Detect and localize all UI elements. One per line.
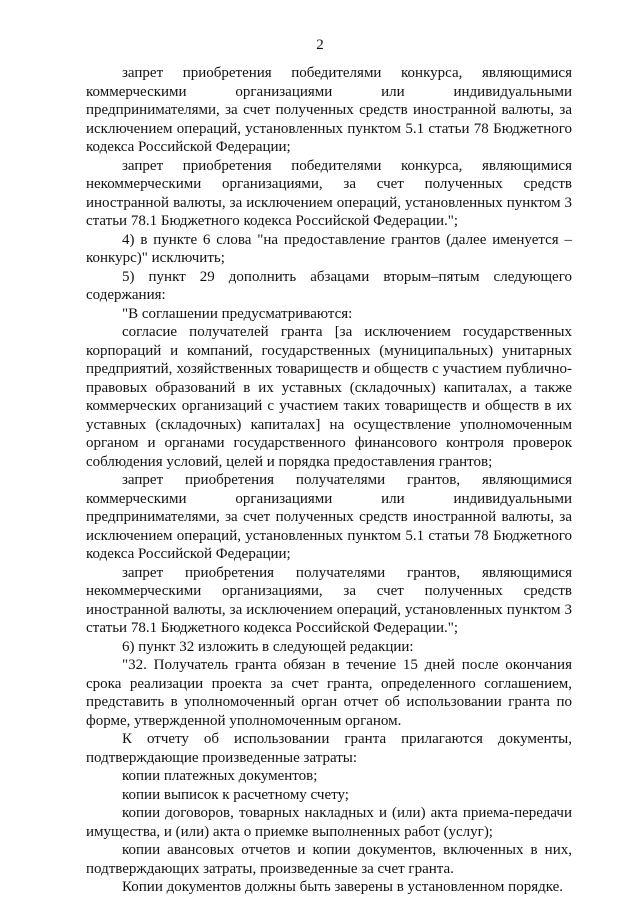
page-number: 2 bbox=[316, 37, 324, 53]
paragraph: 6) пункт 32 изложить в следующей редакции: bbox=[122, 638, 414, 655]
paragraph: К отчету об использовании гранта прилагаются документы, подтверждающие произведенные затраты: bbox=[86, 731, 572, 766]
paragraph: копии выписок к расчетному счету; bbox=[122, 786, 349, 803]
paragraph: копии договоров, товарных накладных и (или) акта приема-передачи имущества, и (или) акта о приемке выполненных работ (услуг); bbox=[86, 805, 572, 840]
document-body bbox=[86, 64, 572, 897]
paragraph: копии авансовых отчетов и копии документов, включенных в них, подтверждающих затраты, произведенные за счет гранта. bbox=[86, 842, 572, 877]
paragraph: 4) в пункте 6 слова "на предоставление грантов (далее именуется – конкурс)" исключить; bbox=[86, 231, 572, 266]
paragraph: "В соглашении предусматриваются: bbox=[122, 305, 353, 322]
paragraph: копии платежных документов; bbox=[122, 768, 318, 784]
paragraph: согласие получателей гранта [за исключением государственных корпораций и компаний, государственных (муниципальных) унитарных предприятий, хозяйственных товариществ и обществ с участием публично-правовых образований в их уставных (складочных) капиталах, а также коммерческих организаций с участием таких товариществ и обществ в их уставных (складочных) капиталах] на осуществление уполномоченным органом и органами государственного финансового контроля проверок соблюдения условий, целей и порядка предоставления грантов; bbox=[86, 324, 572, 470]
paragraph: Копии документов должны быть заверены в установленном порядке. bbox=[122, 879, 564, 895]
paragraph: запрет приобретения победителями конкурса, являющимися коммерческими организациями или индивидуальными предпринимателями, за счет полученных средств иностранной валюты, за исключением операций, установленных пунктом 5.1 статьи 78 Бюджетного кодекса Российской Федерации; bbox=[86, 65, 572, 155]
paragraph: "32. Получатель гранта обязан в течение 15 дней после окончания срока реализации проекта за счет гранта, определенного соглашением, представить в уполномоченный орган отчет об использовании гранта по форме, утвержденной уполномоченным органом. bbox=[86, 657, 572, 729]
paragraph: 5) пункт 29 дополнить абзацами вторым–пятым следующего содержания: bbox=[86, 268, 572, 303]
paragraph: запрет приобретения получателями грантов, являющимися некоммерческими организациями, за счет полученных средств иностранной валюты, за исключением операций, установленных пунктом 3 статьи 78.1 Бюджетного кодекса Российской Федерации."; bbox=[86, 564, 572, 636]
paragraph: запрет приобретения получателями грантов, являющимися коммерческими организациями или индивидуальными предпринимателями, за счет полученных средств иностранной валюты, за исключением операций, установленных пунктом 5.1 статьи 78 Бюджетного кодекса Российской Федерации; bbox=[86, 472, 572, 562]
paragraph: запрет приобретения победителями конкурса, являющимися некоммерческими организациями, за счет полученных средств иностранной валюты, за исключением операций, установленных пунктом 3 статьи 78.1 Бюджетного кодекса Российской Федерации."; bbox=[86, 157, 572, 229]
